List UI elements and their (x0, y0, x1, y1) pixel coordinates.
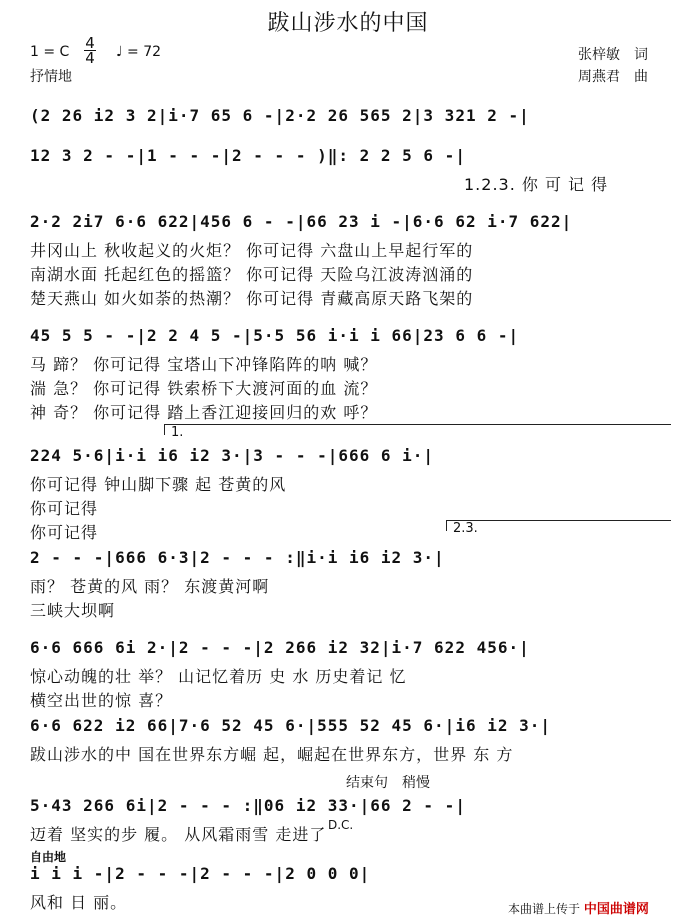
volta-2-3: 2.3. (446, 520, 671, 531)
lyric-line-5-3: 你可记得 (30, 523, 99, 542)
key-signature: 1 = C (30, 44, 70, 60)
lyric-line-9-1: 迈着 坚实的步 履。 从风霜雨雪 走进了 (30, 825, 327, 844)
notation-line-1: (2 26 i2 3 2|i·7 65 6 -|2·2 26 565 2|3 321 2 -| (30, 106, 530, 125)
expression-mark: 抒情地 (30, 69, 72, 85)
lyric-line-5-2: 你可记得 (30, 499, 99, 518)
site-logo: 中国曲谱网 (583, 902, 649, 917)
notation-line-10: i i i -|2 - - -|2 - - -|2 0 0 0| (30, 864, 371, 883)
lyric-line-3-2: 南湖水面 托起红色的摇篮？ 你可记得 天险乌江波涛汹涌的 (30, 265, 474, 284)
lyric-line-4-1: 马 蹄？ 你可记得 宝塔山下冲锋陷阵的呐 喊？ (30, 355, 378, 374)
lyric-line-6-2: 三峡大坝啊 (30, 601, 116, 620)
notation-line-5: 224 5·6|i·i i6 i2 3·|3 - - -|666 6 i·| (30, 446, 435, 465)
lyric-line-5-1: 你可记得 钟山脚下骤 起 苍黄的风 (30, 475, 287, 494)
lyric-line-3-3: 楚天燕山 如火如荼的热潮？ 你可记得 青藏高原天路飞架的 (30, 289, 474, 308)
lyric-line-3-1: 井冈山上 秋收起义的火炬？ 你可记得 六盘山上早起行军的 (30, 241, 474, 260)
lyric-line-8-1: 跋山涉水的中 国在世界东方崛 起，崛起在世界东方，世界 东 方 (30, 745, 514, 764)
time-denominator: 4 (85, 49, 95, 67)
time-signature (84, 36, 96, 65)
upload-text: 本曲谱上传于 (508, 902, 581, 916)
notation-line-8: 6·6 622 i2 66|7·6 52 45 6·|555 52 45 6·|i6 i2 3·| (30, 716, 552, 735)
lyric-line-10-1: 风和 日 丽。 (30, 893, 128, 912)
lyric-line-6-1: 雨？ 苍黄的风 雨？ 东渡黄河啊 (30, 577, 270, 596)
site-footer (508, 898, 649, 917)
tempo-marking: ♩ = 72 (116, 44, 162, 60)
dc-mark: D.C. (328, 818, 354, 832)
notation-line-3: 2·2 2i7 6·6 622|456 6 - -|66 23 i -|6·6 62 i·7 622| (30, 212, 573, 231)
free-tempo-mark: 自由地 (30, 850, 67, 864)
time-numerator: 4 (85, 34, 95, 52)
lyric-line-4-2: 湍 急？ 你可记得 铁索桥下大渡河面的血 流？ (30, 379, 378, 398)
lyric-line-2-1: 1.2.3. 你 可 记 得 (464, 175, 609, 194)
notation-line-9: 5·43 266 6i|2 - - - :‖06 i2 33·|66 2 - -| (30, 796, 466, 815)
lyric-line-7-2: 横空出世的惊 喜？ (30, 691, 173, 710)
volta-1: 1. (164, 424, 671, 435)
notation-line-4: 45 5 5 - -|2 2 4 5 -|5·5 56 i·i i 66|23 6 6 -| (30, 326, 520, 345)
notation-line-2: 12 3 2 - -|1 - - -|2 - - - )‖: 2 2 5 6 -| (30, 146, 466, 165)
notation-line-7: 6·6 666 6i 2·|2 - - -|2 266 i2 32|i·7 622 456·| (30, 638, 530, 657)
composer-credit: 周燕君 曲 (578, 69, 648, 85)
ending-phrase-mark: 结束句 稍慢 (346, 775, 430, 791)
notation-line-6: 2 - - -|666 6·3|2 - - - :‖i·i i6 i2 3·| (30, 548, 445, 567)
song-title: 跋山涉水的中国 (267, 11, 429, 36)
lyric-line-7-1: 惊心动魄的壮 举？ 山记忆着历 史 水 历史着记 忆 (30, 667, 407, 686)
lyric-line-4-3: 神 奇？ 你可记得 踏上香江迎接回归的欢 呼？ (30, 403, 378, 422)
lyricist-credit: 张梓敏 词 (578, 47, 648, 63)
